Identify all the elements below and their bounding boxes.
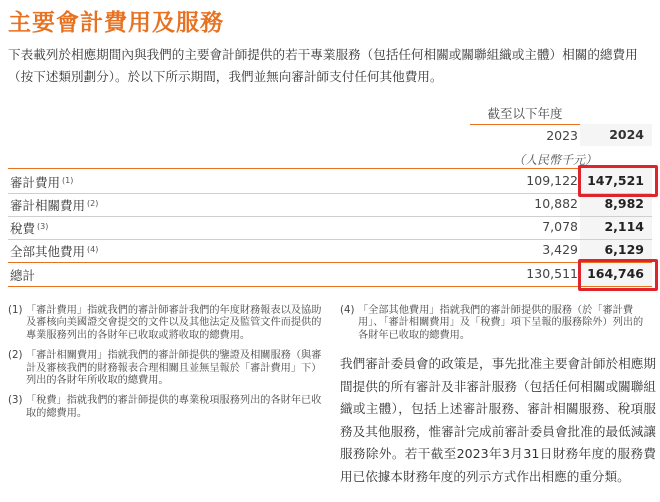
footnote: (1) 「審計費用」指就我們的審計師審計我們的年度財務報表以及協助及審核向美國證交會提交的文件以及其他法定及監管文件而提供的專業服務列出的各財年已收取或將收取的總費用。 [8,305,322,341]
value-2023: 3,429 [542,242,578,257]
value-2024: 6,129 [604,242,644,257]
table-bottom-rule [8,286,652,287]
footnote: (3) 「稅費」指就我們的審計師提供的專業稅項服務列出的各財年已收取的總費用。 [8,395,322,419]
highlight-audit-fee-2024 [578,165,658,197]
row-label: 全部其他費用 $^{(4)}$ [10,244,99,259]
page-title: 主要會計費用及服務 [8,10,224,36]
value-2023: 10,882 [534,196,578,211]
row-label: 審計相關費用 $^{(2)}$ [10,198,99,213]
period-header: 截至以下年度 [487,106,563,121]
total-row [8,263,652,285]
row-label: 稅費 $^{(3)}$ [10,221,49,236]
value-2024: 8,982 [604,196,644,211]
value-2023: 7,078 [542,219,578,234]
row-label: 審計費用 $^{(1)}$ [10,175,74,190]
policy-paragraph: 我們審計委員會的政策是，事先批准主要會計師於相應期間提供的所有審計及非審計服務（包括任何相關或關聯組織或主體），包括上述審計服務、審計相關服務、稅項服務及其他服務，惟審計完成前審計委員會批准的最低減讓服務除外。若干截至2023年3月31日財務年度的服務費用已依據本財務年度的列示方式作出相應的重分類。 [340,356,656,484]
total-2023: 130,511 [526,266,578,281]
table-top-rule [8,168,652,169]
highlight-total-2024 [578,259,658,291]
year-2023-header: 2023 [546,128,578,143]
year-2024-header: 2024 [609,127,644,142]
footnotes-right [340,305,652,350]
table-row [8,170,652,192]
year-2024-header-cell [580,124,652,146]
value-2024: 147,521 [587,173,644,188]
table-row [8,239,652,261]
value-2023: 109,122 [526,173,578,188]
total-2024: 164,746 [587,266,644,281]
table-row [8,216,652,238]
footnotes-left [8,305,326,428]
intro-paragraph: 下表載列於相應期間內與我們的主要會計師提供的若干專業服務（包括任何相關或關聯組織或主體）相關的總費用（按下述類別劃分）。於以下所示期間，我們並無向審計師支付任何其他費用。 [8,47,638,84]
total-label: 總計 [10,268,36,283]
unit-label: （人民幣千元） [513,153,598,167]
footnote: (4) 「全部其他費用」指就我們的審計師提供的服務（於「審計費用」、「審計相關費用」及「稅費」項下呈報的服務除外）列出的各財年已收取的總費用。 [340,305,644,341]
footnote: (2) 「審計相關費用」指就我們的審計師提供的鑒證及相關服務（與審計及審核我們的財務報表合理相關且並無呈報於「審計費用」下）列出的各財年所收取的總費用。 [8,350,322,387]
value-2024: 2,114 [604,219,644,234]
table-row [8,193,652,215]
